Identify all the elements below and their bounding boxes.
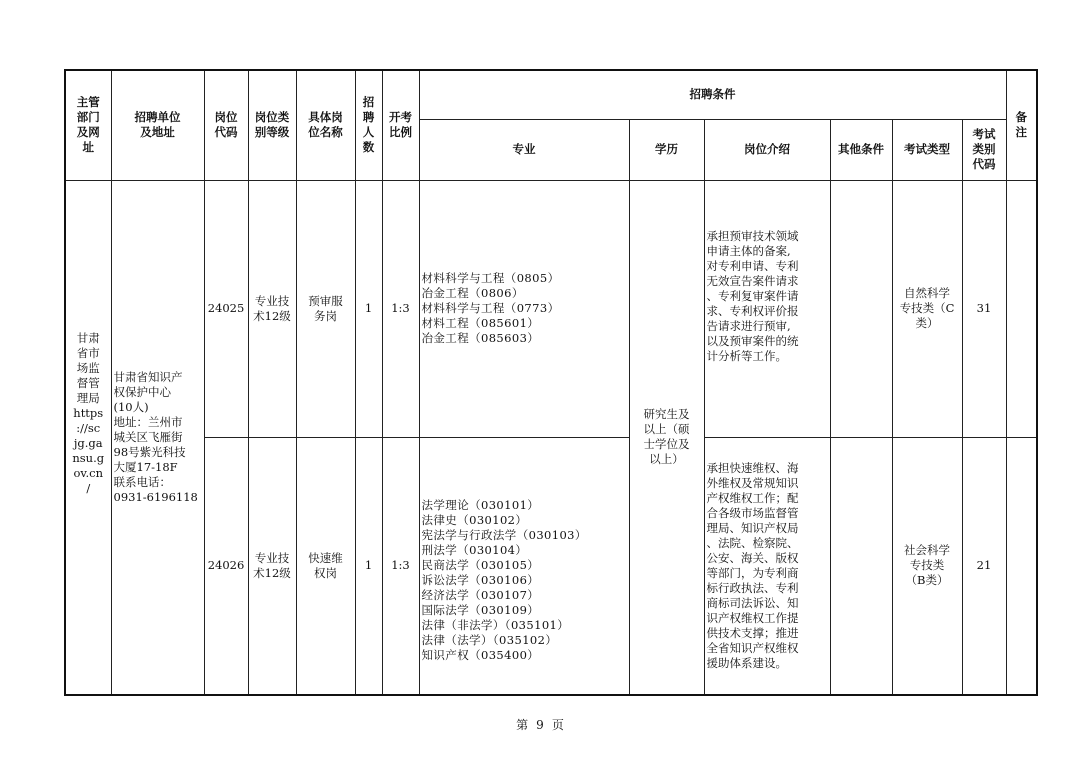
position-code: 24026	[204, 437, 248, 695]
header-remark: 备 注	[1006, 70, 1037, 180]
hire-count: 1	[355, 180, 382, 437]
recruitment-table	[64, 69, 1038, 696]
header-hire-count: 招 聘 人 数	[355, 70, 382, 180]
header-exam-type: 考试类型	[892, 119, 962, 180]
header-department: 主管 部门 及网 址	[65, 70, 111, 180]
page-suffix: 页	[551, 718, 564, 732]
majors-list: 材料科学与工程（0805） 冶金工程（0806） 材料科学与工程（0773） 材料工程（085601） 冶金工程（085603）	[419, 180, 629, 437]
unit-cell: 甘肃省知识产 权保护中心 (10人) 地址：兰州市 城关区飞雁街 98号紫光科技 大厦17-18F 联系电话： 0931-6196118	[111, 180, 204, 695]
exam-ratio: 1:3	[382, 437, 419, 695]
header-position-code: 岗位 代码	[204, 70, 248, 180]
exam-code: 31	[962, 180, 1006, 437]
position-level: 专业技 术12级	[248, 180, 296, 437]
header-position-name: 具体岗 位名称	[296, 70, 355, 180]
remark	[1006, 437, 1037, 695]
remark	[1006, 180, 1037, 437]
department-cell: 甘肃 省市 场监 督管 理局 https ://sc jg.ga nsu.g ov.cn /	[65, 180, 111, 695]
header-position-level: 岗位类 别等级	[248, 70, 296, 180]
header-major: 专业	[419, 119, 629, 180]
header-conditions: 招聘条件	[419, 70, 1006, 119]
header-exam-code: 考试 类别 代码	[962, 119, 1006, 180]
header-intro: 岗位介绍	[704, 119, 830, 180]
header-unit: 招聘单位 及地址	[111, 70, 204, 180]
page-number: 9	[536, 718, 544, 732]
position-name: 快速维 权岗	[296, 437, 355, 695]
header-education: 学历	[629, 119, 704, 180]
majors-list: 法学理论（030101） 法律史（030102） 宪法学与行政法学（030103） 刑法学（030104） 民商法学（030105） 诉讼法学（030106） 经济法学（030107） 国际法学（030109） 法律（非法学）（035101） 法律（法学）（035102） 知识产权（035400）	[419, 437, 629, 695]
education-cell: 研究生及 以上（硕 士学位及 以上）	[629, 180, 704, 695]
exam-ratio: 1:3	[382, 180, 419, 437]
page-prefix: 第	[516, 718, 529, 732]
exam-code: 21	[962, 437, 1006, 695]
header-exam-ratio: 开考 比例	[382, 70, 419, 180]
position-intro: 承担快速维权、海 外维权及常规知识 产权维权工作；配 合各级市场监督管 理局、知识产权局 、法院、检察院、 公安、海关、版权 等部门，为专利商 标行政执法、专利 商标司法诉讼、知 识产权维权工作提 供技术支撑；推进 全省知识产权维权 援助体系建设。	[704, 437, 830, 695]
position-name: 预审服 务岗	[296, 180, 355, 437]
exam-type: 自然科学 专技类（C 类）	[892, 180, 962, 437]
position-level: 专业技 术12级	[248, 437, 296, 695]
page-footer	[0, 716, 1080, 733]
other-conditions	[830, 180, 892, 437]
position-intro: 承担预审技术领域 申请主体的备案, 对专利申请、专利 无效宣告案件请求 、专利复审案件请 求、专利权评价报 告请求进行预审, 以及预审案件的统 计分析等工作。	[704, 180, 830, 437]
hire-count: 1	[355, 437, 382, 695]
header-other-conditions: 其他条件	[830, 119, 892, 180]
position-code: 24025	[204, 180, 248, 437]
exam-type: 社会科学 专技类 （B类）	[892, 437, 962, 695]
table-row	[65, 437, 1037, 695]
table-row	[65, 180, 1037, 437]
other-conditions	[830, 437, 892, 695]
